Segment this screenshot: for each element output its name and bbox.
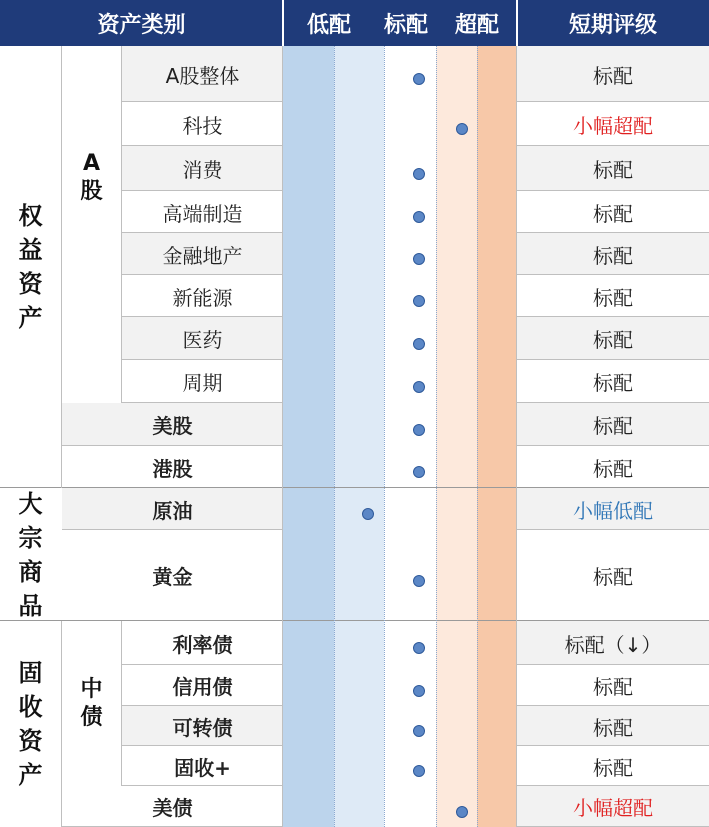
row-name: 可转债 [122,706,283,746]
group-char: 固 [18,659,43,687]
row-rating: 标配 [517,403,709,446]
group-char: A [82,151,101,176]
row-rating: 小幅低配 [517,488,709,530]
header-separator [282,0,284,46]
allocation-dot [413,253,425,265]
row-name: A股整体 [122,46,283,102]
row-name: 信用债 [122,665,283,706]
allocation-dot [413,642,425,654]
allocation-dot [413,685,425,697]
group-commodity [0,488,61,621]
row-rating: 标配 [517,530,709,621]
allocation-dot [413,211,425,223]
row-rating: 标配 [517,191,709,233]
group-char: 资 [18,727,43,755]
row-rating: 标配 [517,665,709,706]
row-name: 医药 [122,317,283,360]
row-name: 美债 [62,786,283,827]
allocation-dot [413,466,425,478]
row-name: 港股 [62,446,283,488]
band-neutral [384,46,436,827]
row-rating: 标配 [517,317,709,360]
band-divider [384,46,385,827]
group-equity [0,46,61,488]
allocation-dot [413,725,425,737]
row-rating: 标配（↓） [517,621,709,665]
row-rating: 小幅超配 [517,102,709,146]
group-china-bond [61,621,122,786]
group-char: 股 [80,179,103,204]
group-char: 产 [18,761,43,789]
header-rating: 短期评级 [517,0,709,46]
header-low: 低配 [283,0,375,46]
allocation-dot [413,381,425,393]
row-name: 金融地产 [122,233,283,275]
allocation-dot [456,806,468,818]
group-char: 收 [18,693,43,721]
row-name: 新能源 [122,275,283,317]
row-name: 周期 [122,360,283,403]
group-char: 债 [80,704,103,730]
band-low-light [334,46,384,827]
row-rating: 小幅超配 [517,786,709,827]
group-char: 品 [18,591,43,620]
header-category: 资产类别 [0,0,283,46]
group-a-share [61,150,122,300]
header-separator [516,0,518,46]
row-rating: 标配 [517,706,709,746]
band-low-strong [283,46,334,827]
group-char: 商 [18,557,43,586]
row-rating: 标配 [517,146,709,191]
allocation-dot [456,123,468,135]
allocation-dot [413,168,425,180]
band-divider [334,46,335,827]
band-over-light [436,46,477,827]
allocation-dot [413,295,425,307]
row-name: 固收+ [122,746,283,786]
group-char: 权 [18,202,43,230]
group-divider [0,487,709,488]
group-char: 中 [80,676,103,702]
allocation-dot [413,765,425,777]
row-name: 利率债 [122,621,283,665]
column-divider [516,46,517,827]
row-name: 科技 [122,102,283,146]
group-char: 宗 [18,523,43,552]
group-char: 产 [18,304,43,332]
row-name: 美股 [62,403,283,446]
row-name: 消费 [122,146,283,191]
row-name: 原油 [62,488,283,530]
row-rating: 标配 [517,360,709,403]
band-over-strong [477,46,517,827]
row-rating: 标配 [517,46,709,102]
band-divider [477,46,478,827]
header-neutral: 标配 [375,0,437,46]
group-fixed-income [0,621,61,827]
header-over: 超配 [437,0,517,46]
allocation-dot [413,338,425,350]
row-rating: 标配 [517,233,709,275]
row-rating: 标配 [517,746,709,786]
row-name: 高端制造 [122,191,283,233]
row-rating: 标配 [517,275,709,317]
row-rating: 标配 [517,446,709,488]
column-divider [282,46,283,827]
group-char: 资 [18,270,43,298]
allocation-dot [413,73,425,85]
allocation-dot [362,508,374,520]
allocation-dot [413,575,425,587]
group-char: 益 [18,236,43,264]
allocation-dot [413,424,425,436]
band-divider [436,46,437,827]
row-name: 黄金 [62,530,283,621]
group-char: 大 [18,489,43,518]
